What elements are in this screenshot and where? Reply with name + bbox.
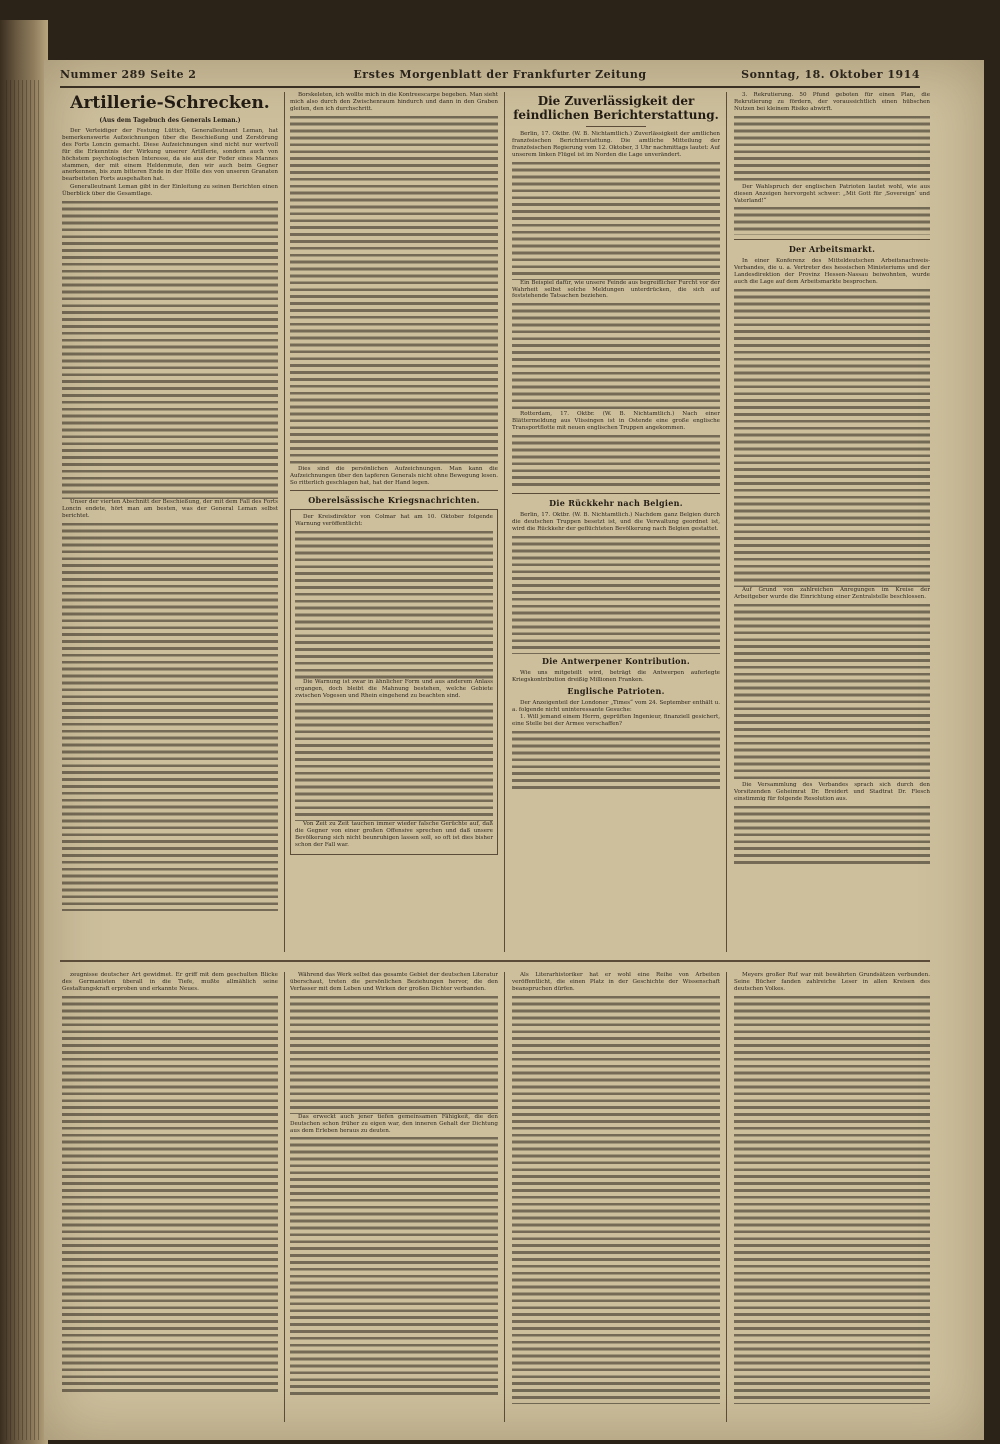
text-body-lines	[512, 433, 720, 489]
text-body-lines	[734, 114, 930, 184]
headline-patrioten: Englische Patrioten.	[567, 685, 665, 696]
feuilleton-column-4	[734, 972, 930, 1422]
headline-zuverlaessigkeit: Die Zuverlässigkeit der feindlichen Berichterstattung.	[513, 94, 719, 122]
article-paragraph: 1. Will jemand einem Herrn, geprüften Ingenieur, finanziell gesichert, eine Stelle bei der Armee verschaffen?	[512, 714, 720, 728]
text-body-lines	[62, 521, 278, 911]
column-rule	[726, 92, 727, 952]
article-paragraph: Der Kreisdirektor von Colmar hat am 10. Oktober folgende Warnung veröffentlicht:	[295, 514, 493, 528]
article-paragraph: Als Literarhistoriker hat er wohl eine Reihe von Arbeiten veröffentlicht, die einen Platz in der Geschichte der Wissenschaft beanspruchen dürfen.	[512, 972, 720, 992]
column-rule	[726, 972, 727, 1422]
headline-oberelsass: Oberelsässische Kriegsnachrichten.	[308, 495, 480, 506]
section-rule	[290, 490, 498, 491]
text-body-lines	[734, 804, 930, 864]
article-column-3	[512, 92, 720, 952]
column-rule	[504, 92, 505, 952]
column-rule	[504, 972, 505, 1422]
book-spine-gutter	[0, 20, 48, 1444]
article-paragraph: Der Anzeigenteil der Londoner „Times“ vom 24. September enthält u. a. folgende nicht uninteressante Gesuche:	[512, 699, 720, 713]
header-rule	[60, 86, 920, 88]
text-body-lines	[295, 701, 493, 821]
text-body-lines	[512, 160, 720, 280]
headline-antwerpen: Die Antwerpener Kontribution.	[541, 655, 690, 666]
article-paragraph: Meyers großer Ruf war mit bewährten Grundsätzen verbunden. Seine Bücher fanden zahlreiche Leser in allen Kreisen des deutschen Volkes.	[734, 972, 930, 992]
column-rule	[284, 972, 285, 1422]
text-body-lines	[62, 994, 278, 1394]
article-paragraph: Die Warnung ist zwar in ähnlicher Form und aus anderem Anlass ergangen, doch bleibt die Mahnung bestehen, welche Gebiete zwischen Vogesen und Rhein eingehend zu beachten sind.	[295, 679, 493, 700]
text-body-lines	[290, 114, 498, 466]
text-body-lines	[512, 534, 720, 654]
text-body-lines	[290, 1135, 498, 1395]
article-paragraph: In einer Konferenz des Mitteldeutschen Arbeitsnachweis-Verbandes, die u. a. Vertreter des hessischen Ministeriums und der Landesdirektion der Provinz Hessen-Nassau beiwohnten, wurde auch die Lage auf dem Arbeitsmarkte besprochen.	[734, 258, 930, 286]
text-body-lines	[734, 205, 930, 235]
headline-belgien: Die Rückkehr nach Belgien.	[549, 498, 683, 509]
article-paragraph: Berlin, 17. Oktbr. (W. B. Nichtamtlich.) Nachdem ganz Belgien durch die deutschen Truppen besetzt ist, und die Verwaltung geordnet ist, wird die Rückkehr der geflüchteten Bevölkerung nach Belgien gestattet.	[512, 512, 720, 532]
headline-artillerie: Artillerie-Schrecken.	[70, 93, 270, 113]
article-paragraph: Der Verteidiger der Festung Lüttich, Generalleutnant Leman, hat bemerkenswerte Aufzeichnungen über die Beschießung und Zerstörung des Forts Loncin gemacht. Diese Aufzeichnungen sind nicht nur wertvoll für die Erkenntnis der Wirkung unserer Artillerie, sondern auch von höchstem psychologischen Interesse, da sie aus der Feder eines Mannes stammen, der mit einem Heldenmute, den wir auch beim Gegner anerkennen, bis zum bitteren Ende in der Hölle des von unseren Granaten bearbeiteten Forts ausgehalten hat.	[62, 128, 278, 183]
section-rule	[586, 126, 646, 127]
article-paragraph: 3. Rekrutierung. 50 Pfund geboten für einen Plan, die Rekrutierung zu fördern, der voraussichtlich einen hübschen Nutzen bei kleinem Risiko abwirft.	[734, 92, 930, 112]
masthead-title: Erstes Morgenblatt der Frankfurter Zeitung	[353, 68, 647, 81]
article-paragraph: Generalleutnant Leman gibt in der Einleitung zu seinen Berichten einen Überblick über die Gesamtlage.	[62, 184, 278, 198]
headline-arbeitsmarkt: Der Arbeitsmarkt.	[788, 244, 876, 255]
text-body-lines	[62, 199, 278, 499]
text-body-lines	[512, 301, 720, 411]
feuilleton-column-2	[290, 972, 498, 1422]
text-body-lines	[734, 994, 930, 1404]
article-paragraph: Während das Werk selbst das gesamte Gebiet der deutschen Literatur überschaut, treten die persönlichen Beziehungen hervor, die den Verfasser mit dem Leben und Wirken der großen Dichter verbanden.	[290, 972, 498, 992]
issue-date: Sonntag, 18. Oktober 1914	[741, 68, 920, 81]
article-column-4	[734, 92, 930, 952]
text-body-lines	[734, 287, 930, 587]
article-paragraph: Der Wahlspruch der englischen Patrioten lautet wohl, wie aus diesen Anzeigen hervorgeht schwer: „Mit Gott für ‚Sovereign‘ und Vaterland!“	[734, 183, 930, 204]
article-artillerie	[62, 92, 278, 952]
article-paragraph: Unser der vierten Abschnitt der Beschießung, der mit dem Fall des Forts Loncin endete, hört man am besten, was der General Leman selbst berichtet.	[62, 499, 278, 519]
article-paragraph: Das erweckt auch jener tiefen gemeinsamen Fähigkeit, die den Deutschen schon früher zu eigen war, den inneren Gehalt der Dichtung aus dem Erleben heraus zu deuten.	[290, 1113, 498, 1134]
text-body-lines	[734, 602, 930, 782]
article-paragraph: zeugnisse deutscher Art gewidmet. Er griff mit dem geschulten Blicke des Germanisten überall in die Tiefe, mußte allmählich seine Gestaltungskraft erproben und erkannte Neues.	[62, 972, 278, 992]
text-body-lines	[512, 994, 720, 1404]
article-paragraph: Auf Grund von zahlreichen Anregungen im Kreise der Arbeitgeber wurde die Einrichtung einer Zentralstelle beschlossen.	[734, 587, 930, 600]
section-rule	[734, 239, 930, 240]
article-paragraph: Dies sind die persönlichen Aufzeichnungen. Man kann die Aufzeichnungen über den tapferen Generals nicht ohne Bewegung lesen. So ritterlich geschlagen hat, hat der Hand legen.	[290, 465, 498, 486]
article-paragraph: Ein Beispiel dafür, wie unsere Feinde aus begreiflicher Furcht vor der Wahrheit selbst solche Meldungen unterdrücken, die sich auf feststehende Tatsachen beziehen.	[512, 279, 720, 300]
boxed-notice	[290, 509, 498, 854]
page-header	[60, 66, 920, 84]
article-column-2	[290, 92, 498, 952]
article-paragraph: Die Versammlung des Verbandes sprach sich durch den Vorsitzenden Geheimrat Dr. Breidert und Stadtrat Dr. Flesch einstimmig für folgende Resolution aus.	[734, 781, 930, 802]
feuilleton-divider	[60, 960, 930, 962]
text-body-lines	[512, 729, 720, 789]
article-paragraph: Wie uns mitgeteilt wird, beträgt die Antwerpen auferlegte Kriegskontribution dreißig Millionen Franken.	[512, 669, 720, 683]
text-body-lines	[290, 994, 498, 1114]
column-rule	[284, 92, 285, 952]
article-paragraph: Berlin, 17. Oktbr. (W. B. Nichtamtlich.) Zuverlässigkeit der amtlichen französischen Berichterstattung. Die amtliche Mitteilung der französischen Regierung vom 12. Oktober, 3 Uhr nachmittags lautet: Auf unserem linken Flügel ist im Norden die Lage unverändert.	[512, 131, 720, 158]
article-paragraph: Von Zeit zu Zeit tauchen immer wieder falsche Gerüchte auf, daß die Gegner von einer großen Offensive sprechen und daß unsere Bevölkerung sich nicht beunruhigen lassen soll, so oft ist dies bisher schon der Fall war.	[295, 820, 493, 848]
article-paragraph: Borskeleten, ich wollte mich in die Kontreescarpe begeben. Man sieht mich also durch den Zwischenraum hindurch und dann in den Graben gleiten, den ich durchschritt.	[290, 92, 498, 112]
feuilleton-column-3	[512, 972, 720, 1422]
issue-number: Nummer 289 Seite 2	[60, 68, 197, 81]
subtitle-artillerie: (Aus dem Tagebuch des Generals Leman.)	[99, 117, 241, 124]
text-body-lines	[295, 529, 493, 679]
section-rule	[512, 493, 720, 494]
article-paragraph: Rotterdam, 17. Oktbr. (W. B. Nichtamtlich.) Nach einer Blättermeldung aus Vlissingen ist in Ostende eine große englische Transportflotte mit neuen englischen Truppen angekommen.	[512, 411, 720, 432]
feuilleton-column-1	[62, 972, 278, 1422]
